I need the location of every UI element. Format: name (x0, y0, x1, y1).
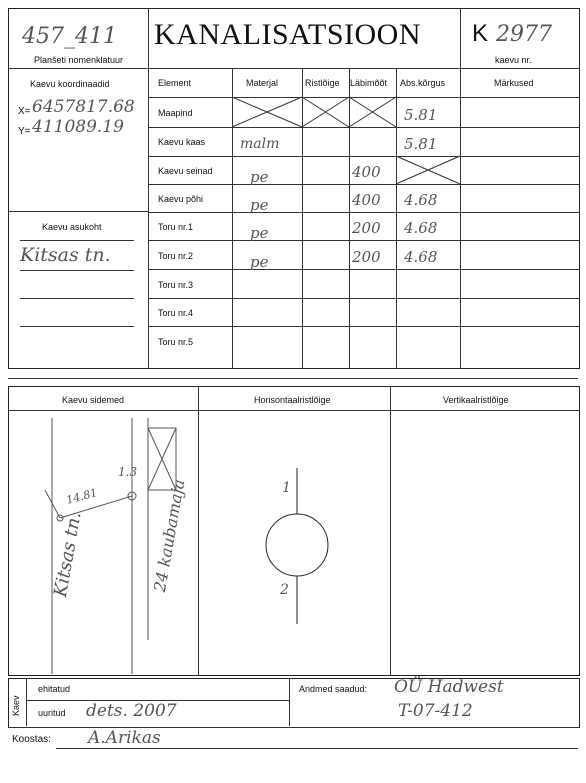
coord-x-label: X= (18, 106, 31, 117)
plan-sheet-label: Planšeti nomenklatuur (34, 55, 124, 65)
row-element-label: Toru nr.3 (158, 280, 194, 290)
row-element-label: Maapind (158, 108, 193, 118)
col-header-notes: Märkused (494, 78, 534, 88)
row-element-label: Kaevu kaas (158, 137, 206, 147)
location-label: Kaevu asukoht (42, 222, 102, 232)
cell-material: pe (250, 196, 269, 214)
compiled-value: A.Arikas (88, 728, 161, 748)
row-element-label: Toru nr.1 (158, 222, 194, 232)
cell-material: pe (250, 224, 269, 242)
sketch-street-label: Kitsas tn. (50, 510, 86, 599)
pipe-1-label: 1 (282, 480, 291, 496)
coord-y-label: Y= (18, 126, 31, 137)
checked-value: dets. 2007 (86, 701, 177, 721)
coordinates-label: Kaevu koordinaadid (30, 79, 110, 89)
manhole-prefix: K (472, 20, 489, 47)
col-header-material: Materjal (246, 78, 279, 88)
sketch-building-label: 24 kaubamaja (150, 477, 189, 594)
coord-y-value: 411089.19 (32, 117, 124, 137)
cell-height: 5.81 (404, 135, 438, 153)
sketch-distance-1: 14.81 (64, 486, 99, 507)
cell-material: pe (250, 253, 269, 271)
built-label: ehitatud (38, 684, 71, 694)
page-title: KANALISATSIOON (154, 18, 421, 51)
row-element-label: Kaevu põhi (158, 194, 204, 204)
cell-height: 5.81 (404, 106, 438, 124)
manhole-number: 2977 (496, 22, 552, 47)
sketch-distance-2: 1.3 (118, 465, 138, 479)
row-element-label: Toru nr.2 (158, 251, 194, 261)
compiled-label: Koostas: (12, 734, 51, 745)
col-header-height: Abs.kõrgus (400, 78, 446, 88)
cell-diameter: 200 (352, 219, 381, 237)
cell-diameter: 200 (352, 248, 381, 266)
checked-label: uuritud (38, 708, 66, 718)
plan-sheet-value: 457_411 (22, 24, 117, 49)
cell-height: 4.68 (404, 191, 438, 209)
location-value: Kitsas tn. (20, 244, 111, 266)
col-horizontal-label: Horisontaalristlõige (254, 395, 331, 405)
row-element-label: Toru nr.5 (158, 337, 194, 347)
cell-height: 4.68 (404, 219, 438, 237)
col-vertical-label: Vertikaalristlõige (443, 395, 509, 405)
col-header-section: Ristlõige (305, 78, 340, 88)
row-element-label: Toru nr.4 (158, 308, 194, 318)
pipe-2-label: 2 (280, 582, 289, 598)
manhole-number-label: kaevu nr. (495, 55, 532, 65)
row-element-label: Kaevu seinad (158, 166, 213, 176)
coord-x-value: 6457817.68 (32, 97, 135, 117)
cell-material: pe (250, 168, 269, 186)
data-source-label: Andmed saadud: (299, 684, 368, 694)
data-source-ref: T-07-412 (398, 701, 473, 721)
col-header-element: Element (158, 78, 192, 88)
drawings-frame (8, 386, 580, 676)
cell-diameter: 400 (352, 163, 381, 181)
col-header-diameter: Läbimõõt (350, 78, 388, 88)
cell-material: malm (240, 136, 280, 152)
data-source-value: OÜ Hadwest (394, 677, 504, 697)
cell-diameter: 400 (352, 191, 381, 209)
footer-side-label: Kaev (11, 695, 21, 716)
col-links-label: Kaevu sidemed (62, 395, 125, 405)
cell-height: 4.68 (404, 248, 438, 266)
